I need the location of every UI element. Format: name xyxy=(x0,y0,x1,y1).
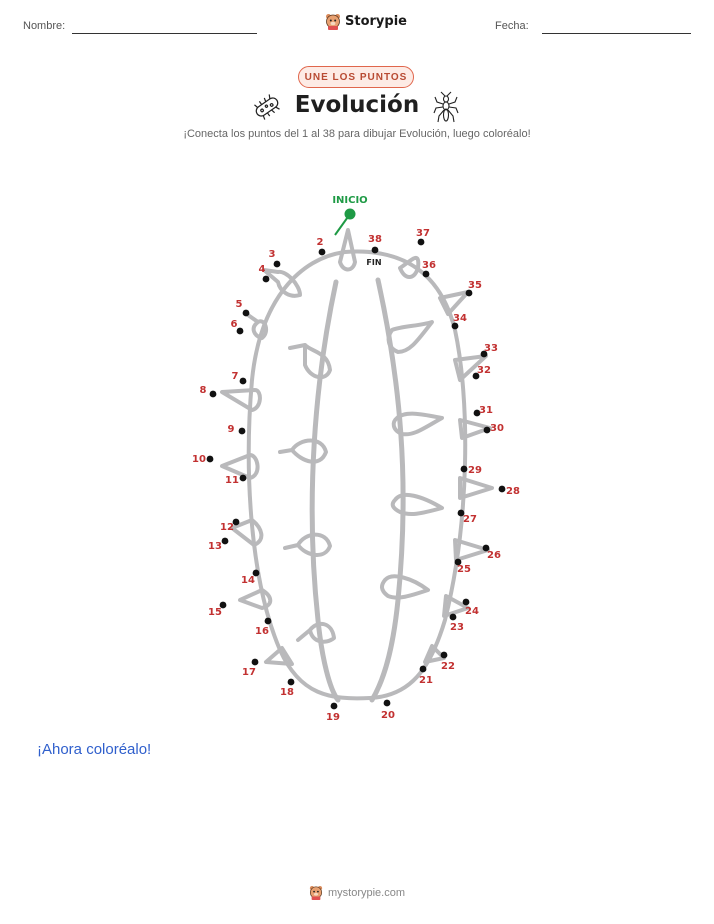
dot-number-15: 15 xyxy=(208,607,222,618)
dot-3 xyxy=(274,261,281,268)
dot-number-35: 35 xyxy=(468,280,482,291)
dot-7 xyxy=(240,378,247,385)
dot-number-4: 4 xyxy=(258,264,266,275)
dot-8 xyxy=(210,391,217,398)
dot-13 xyxy=(222,538,229,545)
footer xyxy=(0,885,714,900)
dot-18 xyxy=(288,679,295,686)
dot-number-18: 18 xyxy=(280,687,294,698)
bear-icon xyxy=(309,885,323,900)
dot-number-37: 37 xyxy=(416,228,430,239)
dot-11 xyxy=(240,475,247,482)
dot-number-38: 38 xyxy=(368,234,382,245)
dot-21 xyxy=(420,666,427,673)
dot-number-34: 34 xyxy=(453,313,467,324)
dot-number-16: 16 xyxy=(255,626,269,637)
date-label: Fecha: xyxy=(495,20,529,32)
start-label: INICIO xyxy=(332,195,368,206)
dot-9 xyxy=(239,428,246,435)
dot-37 xyxy=(418,239,425,246)
dot-10 xyxy=(207,456,214,463)
dot-4 xyxy=(263,276,270,283)
dot-number-29: 29 xyxy=(468,465,482,476)
dot-19 xyxy=(331,703,338,710)
dot-number-30: 30 xyxy=(490,423,504,434)
activity-badge: UNE LOS PUNTOS xyxy=(298,66,414,88)
dot-number-3: 3 xyxy=(268,249,276,260)
dot-36 xyxy=(423,271,430,278)
dot-number-13: 13 xyxy=(208,541,222,552)
dot-23 xyxy=(450,614,457,621)
dot-number-22: 22 xyxy=(441,661,455,672)
dot-5 xyxy=(243,310,250,317)
dot-number-33: 33 xyxy=(484,343,498,354)
footer-url: mystorypie.com xyxy=(327,886,406,899)
dot-6 xyxy=(237,328,244,335)
dot-number-31: 31 xyxy=(479,405,493,416)
dot-number-27: 27 xyxy=(463,514,477,525)
dot-17 xyxy=(252,659,259,666)
dot-number-26: 26 xyxy=(487,550,501,561)
start-marker xyxy=(332,195,367,235)
dot-number-36: 36 xyxy=(422,260,436,271)
dot-number-17: 17 xyxy=(242,667,256,678)
dot-number-8: 8 xyxy=(199,385,207,396)
dot-number-5: 5 xyxy=(235,299,243,310)
dot-number-14: 14 xyxy=(241,575,255,586)
dot-number-2: 2 xyxy=(316,237,324,248)
dot-number-7: 7 xyxy=(231,371,239,382)
dot-number-21: 21 xyxy=(419,675,433,686)
dot-number-24: 24 xyxy=(465,606,479,617)
dot-22 xyxy=(441,652,448,659)
dot-number-12: 12 xyxy=(220,522,234,533)
dot-number-6: 6 xyxy=(230,319,238,330)
dot-20 xyxy=(384,700,391,707)
end-label: FIN xyxy=(366,258,382,267)
dot-number-23: 23 xyxy=(450,622,464,633)
dot-28 xyxy=(499,486,506,493)
dot-number-9: 9 xyxy=(227,424,235,435)
page-title: Evolución xyxy=(294,92,420,118)
dot-number-19: 19 xyxy=(326,712,340,723)
dot-38 xyxy=(372,247,379,254)
dot-number-10: 10 xyxy=(192,454,206,465)
dot-29 xyxy=(461,466,468,473)
dot-24 xyxy=(463,599,470,606)
dot-number-25: 25 xyxy=(457,564,471,575)
dot-2 xyxy=(319,249,326,256)
dot-number-20: 20 xyxy=(381,710,395,721)
brand-name: Storypie xyxy=(345,14,407,29)
dot-16 xyxy=(265,618,272,625)
dot-number-32: 32 xyxy=(477,365,491,376)
dot-number-28: 28 xyxy=(506,486,520,497)
color-prompt: ¡Ahora coloréalo! xyxy=(37,741,152,758)
dot-number-11: 11 xyxy=(225,475,239,486)
instructions: ¡Conecta los puntos del 1 al 38 para dibujar Evolución, luego coloréalo! xyxy=(183,128,531,140)
dot-group xyxy=(192,228,520,723)
name-label: Nombre: xyxy=(23,20,66,32)
